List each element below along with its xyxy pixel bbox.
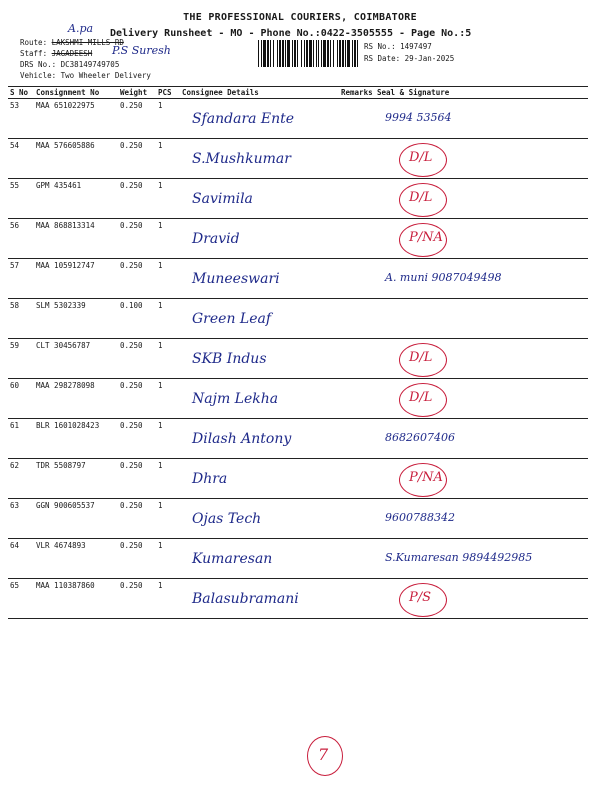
table-row bbox=[8, 259, 588, 299]
cell-consignee bbox=[180, 139, 339, 179]
cell-remarks bbox=[339, 459, 375, 499]
col-header-consignee: Consignee Details bbox=[180, 87, 339, 99]
cell-pcs: 1 bbox=[156, 179, 180, 219]
cell-remarks bbox=[339, 499, 375, 539]
signature-handwriting: S.Kumaresan 9894492985 bbox=[385, 551, 533, 564]
cell-pcs: 1 bbox=[156, 339, 180, 379]
table-row bbox=[8, 139, 588, 179]
cell-consignment: GGN 900605537 bbox=[34, 499, 118, 539]
barcode-image bbox=[258, 40, 358, 67]
cell-consignment: MAA 298278098 bbox=[34, 379, 118, 419]
signature-handwriting: 9600788342 bbox=[385, 511, 455, 524]
signature-handwriting: A. muni 9087049498 bbox=[385, 271, 502, 284]
cell-remarks bbox=[339, 299, 375, 339]
cell-sno: 55 bbox=[8, 179, 34, 219]
cell-consignee bbox=[180, 459, 339, 499]
cell-consignee bbox=[180, 579, 339, 619]
table-row bbox=[8, 219, 588, 259]
cell-consignee bbox=[180, 219, 339, 259]
cell-consignee bbox=[180, 499, 339, 539]
staff-handwritten: P.S Suresh bbox=[112, 44, 171, 57]
cell-sno: 61 bbox=[8, 419, 34, 459]
table-row bbox=[8, 299, 588, 339]
route-line bbox=[20, 38, 124, 47]
cell-sno: 58 bbox=[8, 299, 34, 339]
cell-signature bbox=[375, 219, 588, 259]
cell-sno: 54 bbox=[8, 139, 34, 179]
cell-pcs: 1 bbox=[156, 459, 180, 499]
consignee-handwritten-name: Dilash Antony bbox=[192, 431, 292, 447]
cell-signature bbox=[375, 179, 588, 219]
consignee-handwritten-name: Dhra bbox=[192, 471, 228, 487]
drs-value: DC38149749705 bbox=[60, 60, 120, 69]
cell-signature bbox=[375, 339, 588, 379]
table-header-row bbox=[8, 87, 588, 99]
cell-remarks bbox=[339, 219, 375, 259]
cell-remarks bbox=[339, 179, 375, 219]
signature-handwriting: 9994 53564 bbox=[385, 111, 452, 124]
cell-signature bbox=[375, 259, 588, 299]
cell-sno: 64 bbox=[8, 539, 34, 579]
cell-consignee bbox=[180, 339, 339, 379]
cell-signature bbox=[375, 99, 588, 139]
cell-weight: 0.250 bbox=[118, 579, 156, 619]
cell-signature bbox=[375, 459, 588, 499]
cell-consignee bbox=[180, 379, 339, 419]
cell-consignee bbox=[180, 299, 339, 339]
col-header-weight: Weight bbox=[118, 87, 156, 99]
runsheet-title: Delivery Runsheet - MO - Phone No.:0422-3505555 - Page No.:5 bbox=[110, 28, 472, 39]
cell-signature bbox=[375, 579, 588, 619]
consignee-handwritten-name: SKB Indus bbox=[192, 351, 267, 367]
staff-line bbox=[20, 49, 92, 58]
cell-weight: 0.250 bbox=[118, 459, 156, 499]
cell-pcs: 1 bbox=[156, 299, 180, 339]
cell-pcs: 1 bbox=[156, 139, 180, 179]
status-mark: D/L bbox=[409, 190, 433, 205]
cell-signature bbox=[375, 539, 588, 579]
handwritten-prefix: A.pa bbox=[68, 22, 94, 35]
consignee-handwritten-name: Savimila bbox=[192, 191, 253, 207]
cell-weight: 0.250 bbox=[118, 99, 156, 139]
cell-weight: 0.100 bbox=[118, 299, 156, 339]
consignee-handwritten-name: Sfandara Ente bbox=[192, 111, 295, 127]
staff-label: Staff: bbox=[20, 49, 48, 58]
cell-sno: 62 bbox=[8, 459, 34, 499]
cell-consignee bbox=[180, 419, 339, 459]
cell-sno: 59 bbox=[8, 339, 34, 379]
cell-weight: 0.250 bbox=[118, 179, 156, 219]
cell-pcs: 1 bbox=[156, 499, 180, 539]
drs-label: DRS No.: bbox=[20, 60, 57, 69]
col-header-pcs: PCS bbox=[156, 87, 180, 99]
consignee-handwritten-name: Dravid bbox=[192, 231, 240, 247]
cell-signature bbox=[375, 499, 588, 539]
col-header-signature: Seal & Signature bbox=[375, 87, 588, 99]
cell-remarks bbox=[339, 339, 375, 379]
cell-consignee bbox=[180, 99, 339, 139]
col-header-sno: S No bbox=[8, 87, 34, 99]
cell-weight: 0.250 bbox=[118, 139, 156, 179]
table-row bbox=[8, 419, 588, 459]
table-row bbox=[8, 99, 588, 139]
cell-pcs: 1 bbox=[156, 419, 180, 459]
cell-signature bbox=[375, 139, 588, 179]
cell-consignment: BLR 1601028423 bbox=[34, 419, 118, 459]
cell-pcs: 1 bbox=[156, 539, 180, 579]
cell-signature bbox=[375, 379, 588, 419]
cell-sno: 53 bbox=[8, 99, 34, 139]
status-mark: D/L bbox=[409, 390, 433, 405]
cell-weight: 0.250 bbox=[118, 259, 156, 299]
cell-sno: 57 bbox=[8, 259, 34, 299]
cell-consignment: TDR 5508797 bbox=[34, 459, 118, 499]
cell-consignment: MAA 105912747 bbox=[34, 259, 118, 299]
cell-consignment: MAA 651022975 bbox=[34, 99, 118, 139]
status-mark: P/NA bbox=[409, 230, 443, 245]
footer-mark: 7 bbox=[318, 745, 329, 764]
cell-weight: 0.250 bbox=[118, 339, 156, 379]
col-header-consignment: Consignment No bbox=[34, 87, 118, 99]
cell-weight: 0.250 bbox=[118, 419, 156, 459]
cell-consignment: MAA 868813314 bbox=[34, 219, 118, 259]
consignee-handwritten-name: S.Mushkumar bbox=[192, 151, 291, 167]
cell-pcs: 1 bbox=[156, 579, 180, 619]
runsheet-table bbox=[8, 86, 588, 619]
cell-sno: 63 bbox=[8, 499, 34, 539]
cell-consignment: MAA 110387860 bbox=[34, 579, 118, 619]
cell-sno: 56 bbox=[8, 219, 34, 259]
company-name: THE PROFESSIONAL COURIERS, COIMBATORE bbox=[183, 12, 417, 23]
cell-pcs: 1 bbox=[156, 259, 180, 299]
vehicle-line: Vehicle: Two Wheeler Delivery bbox=[20, 71, 151, 80]
status-mark: D/L bbox=[409, 150, 433, 165]
cell-remarks bbox=[339, 379, 375, 419]
status-mark: D/L bbox=[409, 350, 433, 365]
cell-remarks bbox=[339, 539, 375, 579]
cell-remarks bbox=[339, 99, 375, 139]
drs-line bbox=[20, 60, 119, 69]
table-row bbox=[8, 579, 588, 619]
table-row bbox=[8, 379, 588, 419]
route-label: Route: bbox=[20, 38, 48, 47]
cell-signature bbox=[375, 419, 588, 459]
route-value: LAKSHMI MILLS RD bbox=[51, 38, 124, 47]
cell-consignee bbox=[180, 259, 339, 299]
cell-remarks bbox=[339, 259, 375, 299]
cell-consignment: VLR 4674893 bbox=[34, 539, 118, 579]
cell-weight: 0.250 bbox=[118, 539, 156, 579]
cell-consignee bbox=[180, 179, 339, 219]
table-row bbox=[8, 339, 588, 379]
cell-consignment: GPM 435461 bbox=[34, 179, 118, 219]
cell-weight: 0.250 bbox=[118, 219, 156, 259]
cell-pcs: 1 bbox=[156, 379, 180, 419]
signature-handwriting: 8682607406 bbox=[385, 431, 455, 444]
consignee-handwritten-name: Kumaresan bbox=[192, 551, 273, 567]
table-row bbox=[8, 499, 588, 539]
consignee-handwritten-name: Najm Lekha bbox=[192, 391, 279, 407]
cell-sno: 60 bbox=[8, 379, 34, 419]
rs-number: RS No.: 1497497 bbox=[364, 42, 432, 51]
cell-weight: 0.250 bbox=[118, 499, 156, 539]
cell-remarks bbox=[339, 419, 375, 459]
cell-consignee bbox=[180, 539, 339, 579]
cell-remarks bbox=[339, 139, 375, 179]
col-header-remarks: Remarks bbox=[339, 87, 375, 99]
rs-date: RS Date: 29-Jan-2025 bbox=[364, 54, 455, 63]
staff-value: JAGADEESH bbox=[51, 49, 93, 58]
cell-consignment: SLM 5302339 bbox=[34, 299, 118, 339]
status-mark: P/NA bbox=[409, 470, 443, 485]
cell-weight: 0.250 bbox=[118, 379, 156, 419]
cell-sno: 65 bbox=[8, 579, 34, 619]
table-row bbox=[8, 539, 588, 579]
cell-pcs: 1 bbox=[156, 99, 180, 139]
consignee-handwritten-name: Balasubramani bbox=[192, 591, 299, 607]
consignee-handwritten-name: Green Leaf bbox=[192, 311, 272, 327]
consignee-handwritten-name: Ojas Tech bbox=[192, 511, 262, 527]
status-mark: P/S bbox=[409, 590, 432, 605]
consignee-handwritten-name: Muneeswari bbox=[192, 271, 280, 287]
cell-pcs: 1 bbox=[156, 219, 180, 259]
cell-signature bbox=[375, 299, 588, 339]
table-row bbox=[8, 179, 588, 219]
table-row bbox=[8, 459, 588, 499]
cell-consignment: CLT 30456787 bbox=[34, 339, 118, 379]
cell-consignment: MAA 576605886 bbox=[34, 139, 118, 179]
cell-remarks bbox=[339, 579, 375, 619]
